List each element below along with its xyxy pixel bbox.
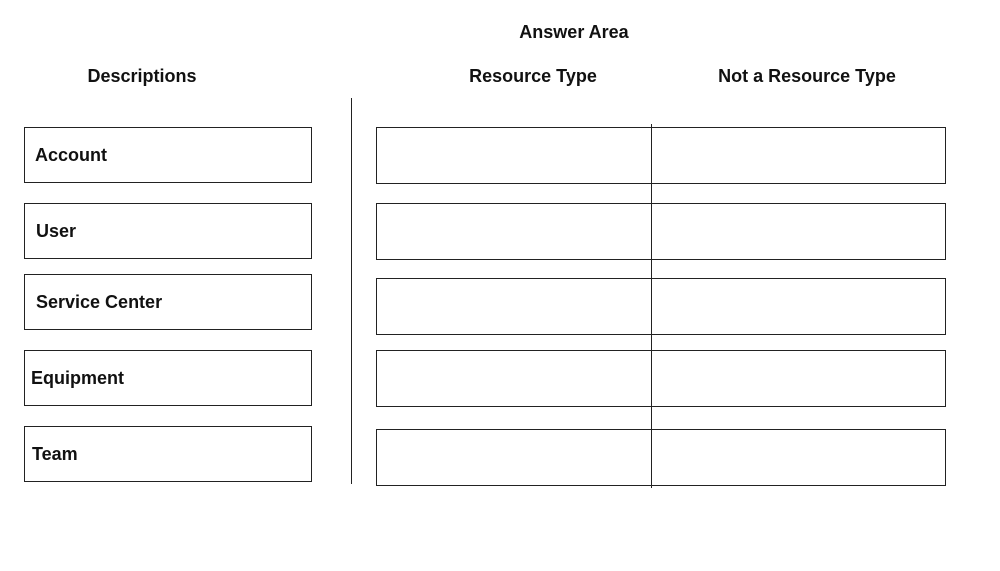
drop-slot-not-resource-type[interactable]: [652, 351, 945, 406]
drop-slot-not-resource-type[interactable]: [652, 430, 945, 485]
item-label: User: [36, 220, 77, 241]
drop-slot-not-resource-type[interactable]: [652, 204, 945, 259]
drop-slot-resource-type[interactable]: [377, 430, 652, 485]
drop-slot-resource-type[interactable]: [377, 351, 652, 406]
item-label: Service Center: [36, 291, 163, 312]
item-label: Equipment: [31, 367, 124, 388]
drop-slot-not-resource-type[interactable]: [652, 279, 945, 334]
answer-row: [376, 278, 946, 335]
section-divider: [351, 98, 352, 484]
draggable-item-user[interactable]: [24, 203, 312, 259]
not-resource-type-column-header: Not a Resource Type: [718, 66, 896, 86]
draggable-item-account[interactable]: [24, 127, 312, 183]
answer-area-title: Answer Area: [519, 22, 629, 42]
drop-slot-resource-type[interactable]: [377, 204, 652, 259]
draggable-item-equipment[interactable]: [24, 350, 312, 406]
answer-row: [376, 429, 946, 486]
item-label: Team: [32, 443, 78, 464]
descriptions-column-header: Descriptions: [87, 66, 197, 86]
answer-row: [376, 350, 946, 407]
drop-slot-not-resource-type[interactable]: [652, 128, 945, 183]
column-divider: [651, 124, 652, 488]
answer-row: [376, 127, 946, 184]
drop-slot-resource-type[interactable]: [377, 279, 652, 334]
item-label: Account: [35, 144, 107, 165]
answer-row: [376, 203, 946, 260]
draggable-item-service-center[interactable]: [24, 274, 312, 330]
drop-slot-resource-type[interactable]: [377, 128, 652, 183]
resource-type-column-header: Resource Type: [469, 66, 597, 86]
draggable-item-team[interactable]: [24, 426, 312, 482]
